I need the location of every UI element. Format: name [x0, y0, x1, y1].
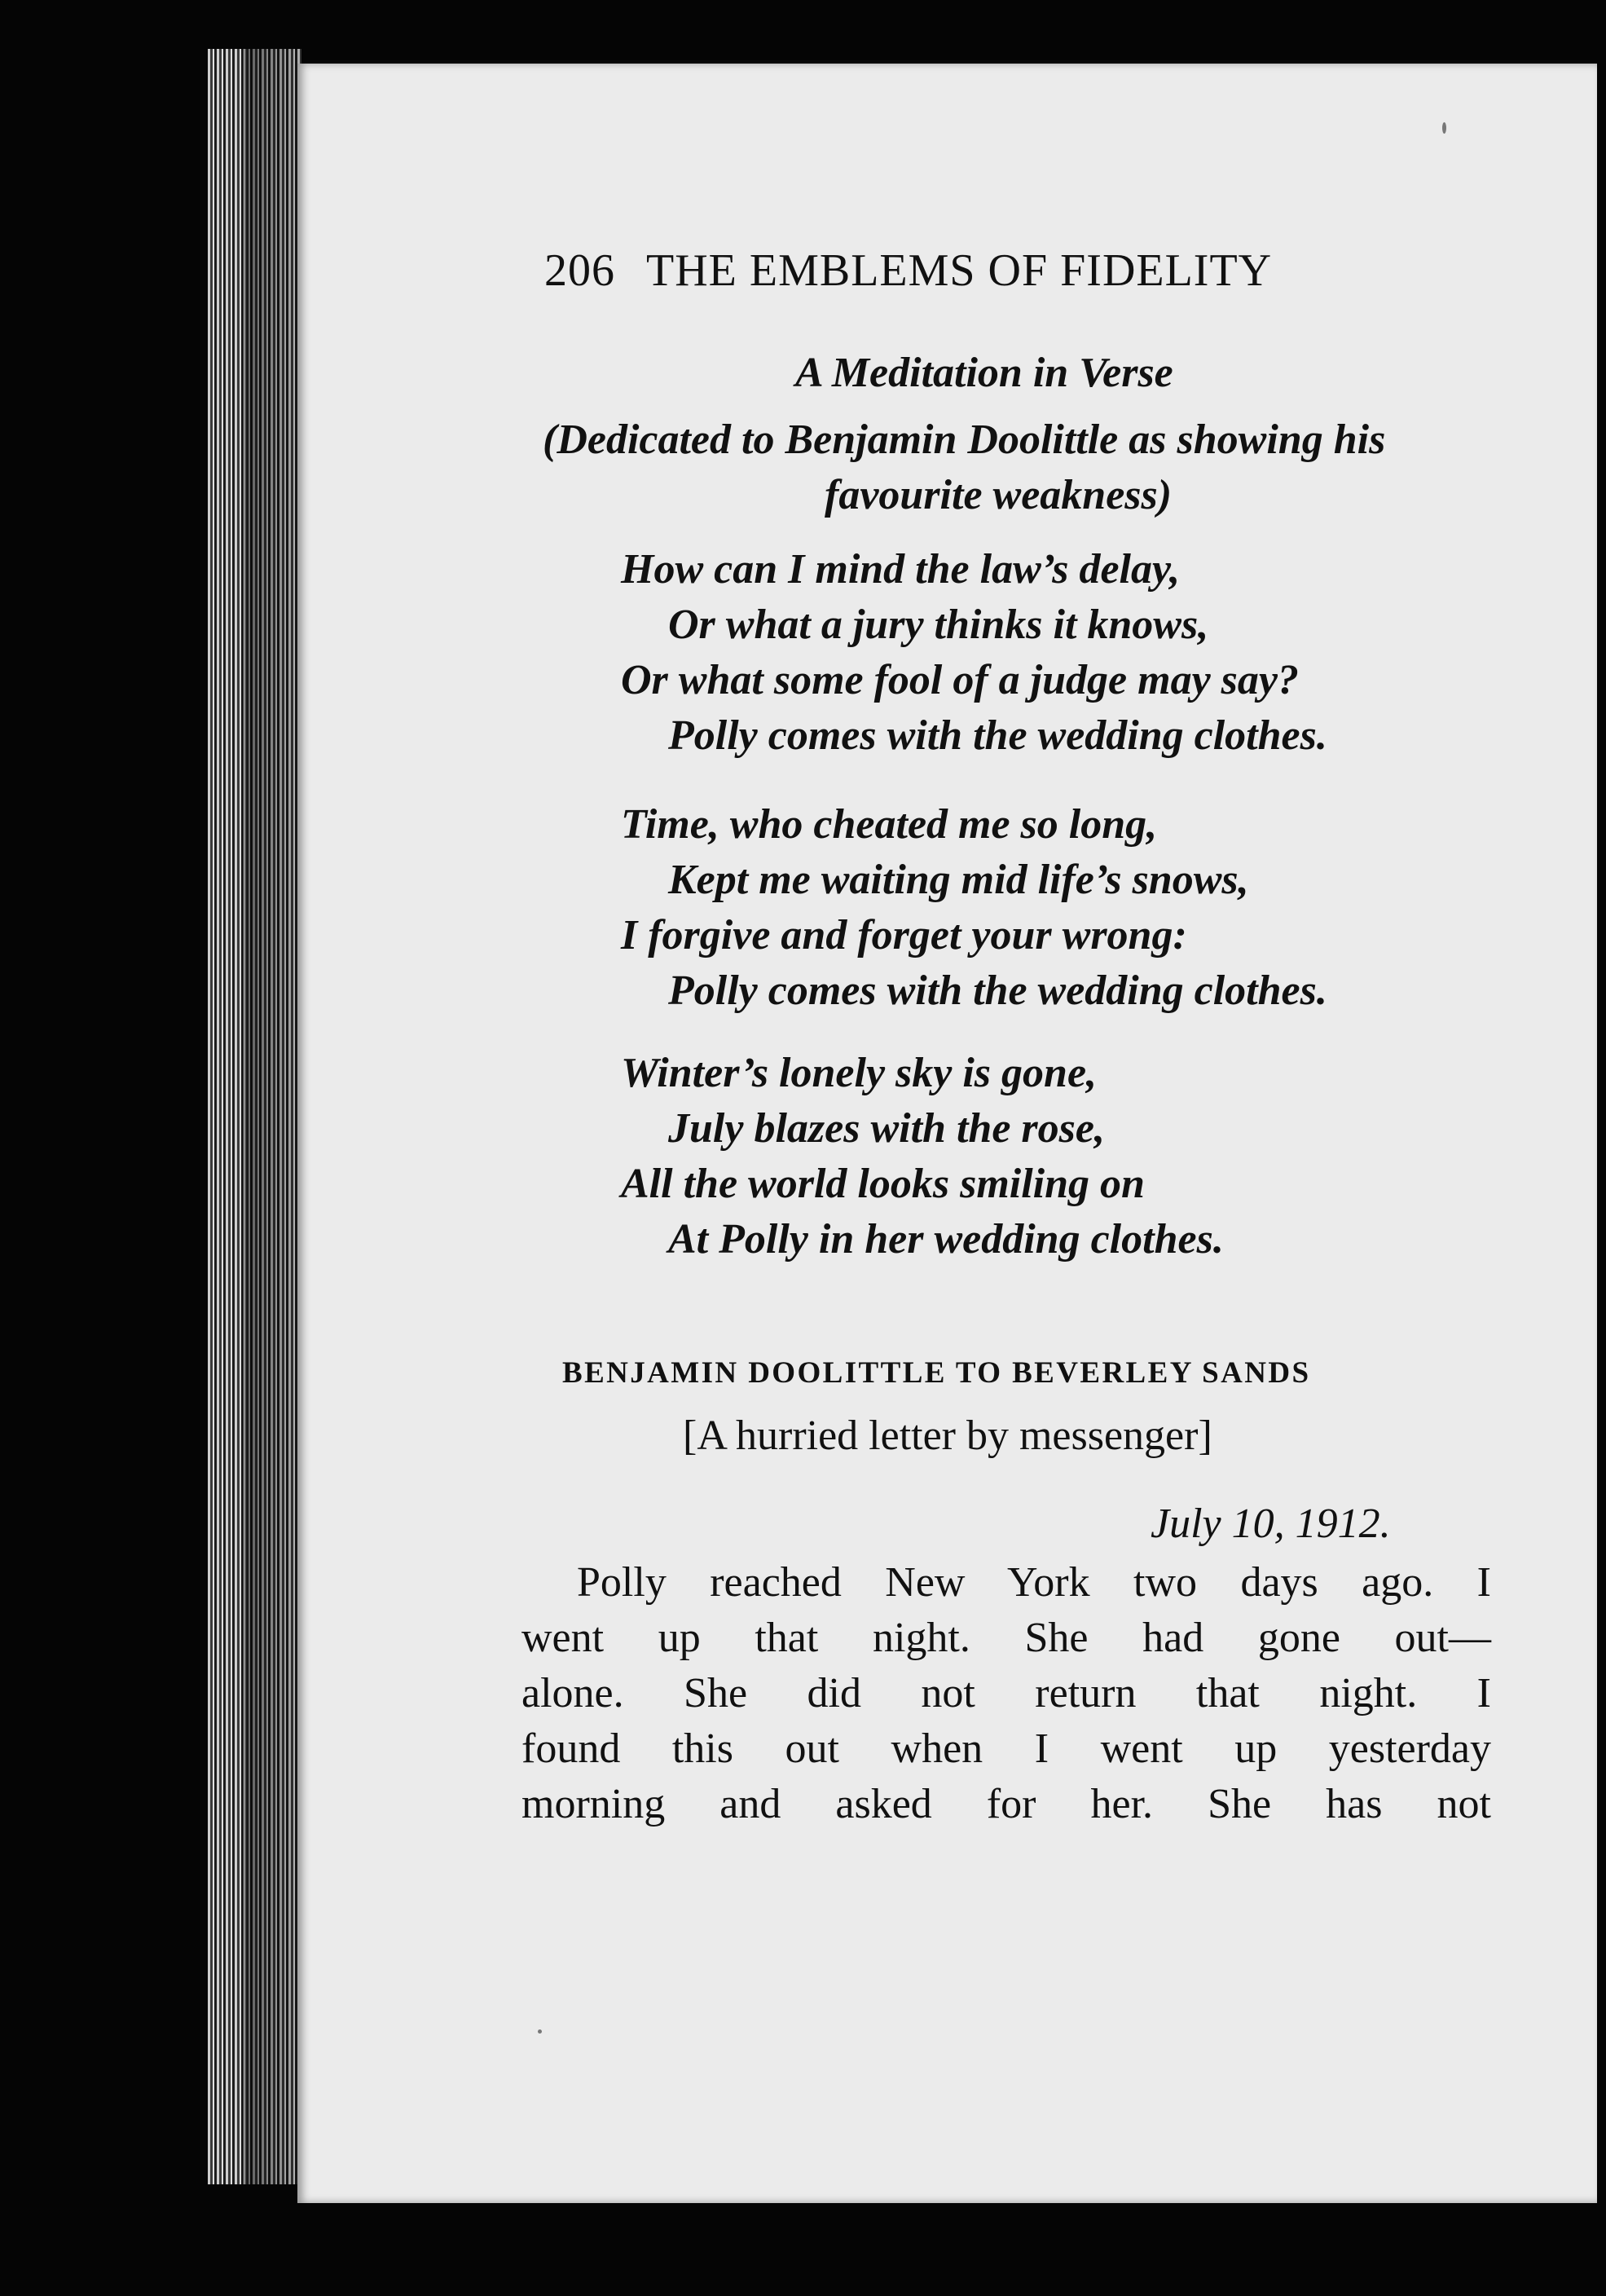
letter-body-line: alone. She did not return that night. I [521, 1670, 1491, 1716]
gutter-shadow [244, 49, 301, 2184]
poem-line: Or what a jury thinks it knows, [668, 602, 1209, 648]
letter-subheading: [A hurried letter by messenger] [683, 1412, 1212, 1459]
poem-line: Winter’s lonely sky is gone, [621, 1050, 1098, 1096]
letter-date: July 10, 1912. [1151, 1501, 1391, 1547]
poem-title: A Meditation in Verse [795, 350, 1173, 396]
poem-line: Polly comes with the wedding clothes. [668, 967, 1327, 1014]
poem-line: July blazes with the rose, [668, 1105, 1105, 1152]
poem-dedication-line: favourite weakness) [825, 472, 1173, 518]
letter-body-line: found this out when I went up yesterday [521, 1725, 1491, 1772]
scan-speck [1442, 122, 1446, 134]
scan-speck [538, 2029, 542, 2034]
letter-body-line: went up that night. She had gone out— [521, 1615, 1491, 1661]
poem-dedication-line: (Dedicated to Benjamin Doolittle as showing his [543, 416, 1386, 463]
poem-line: How can I mind the law’s delay, [621, 546, 1181, 593]
poem-stanza [621, 542, 1327, 764]
poem-stanza [621, 797, 1327, 1019]
poem-line: Time, who cheated me so long, [621, 801, 1158, 848]
letter-body-line: Polly reached New York two days ago. I [577, 1559, 1491, 1606]
poem-stanza [621, 1046, 1224, 1267]
letter-heading: BENJAMIN DOOLITTLE TO BEVERLEY SANDS [562, 1356, 1311, 1390]
letter-body [521, 1555, 1491, 1832]
poem-line: All the world looks smiling on [621, 1161, 1145, 1207]
poem-line: Kept me waiting mid life’s snows, [668, 857, 1249, 903]
letter-body-line: morning and asked for her. She has not [521, 1781, 1491, 1827]
poem-line: At Polly in her wedding clothes. [668, 1216, 1224, 1263]
poem-line: Polly comes with the wedding clothes. [668, 712, 1327, 759]
poem-line: Or what some fool of a judge may say? [621, 657, 1299, 703]
poem-line: I forgive and forget your wrong: [621, 912, 1187, 959]
running-head [544, 245, 1272, 297]
page-number: 206 [544, 245, 615, 296]
running-title: THE EMBLEMS OF FIDELITY [646, 245, 1273, 296]
